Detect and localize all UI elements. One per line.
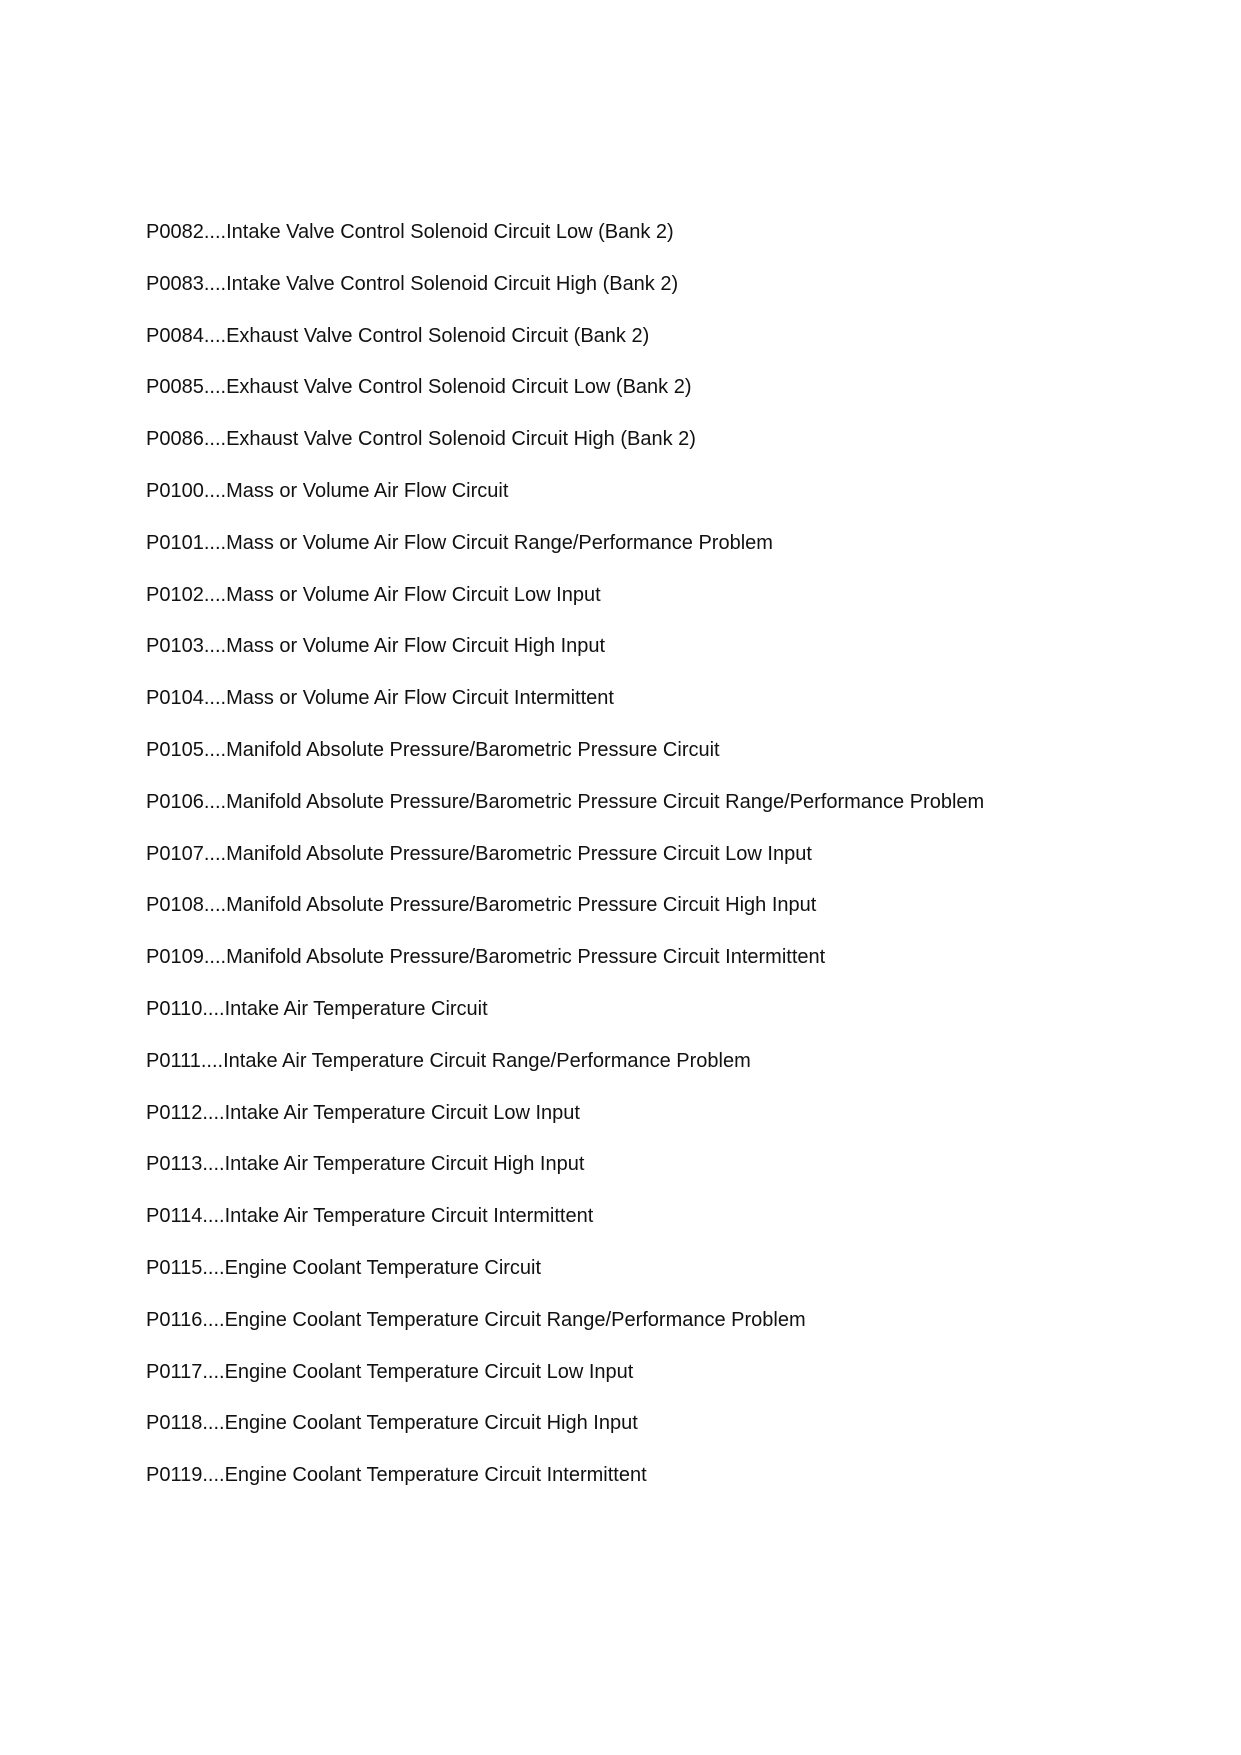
description: Manifold Absolute Pressure/Barometric Pressure Circuit <box>226 738 720 761</box>
separator: .... <box>203 324 227 347</box>
separator: .... <box>203 842 227 865</box>
code: P0101 <box>146 531 204 554</box>
list-item <box>146 736 984 788</box>
separator: .... <box>203 687 227 710</box>
description: Engine Coolant Temperature Circuit <box>224 1256 542 1279</box>
list-item <box>146 788 984 840</box>
description: Engine Coolant Temperature Circuit Intermittent <box>224 1464 647 1487</box>
separator: .... <box>203 790 227 813</box>
description: Engine Coolant Temperature Circuit Low Input <box>224 1360 634 1383</box>
list-item <box>146 1358 984 1410</box>
description: Intake Air Temperature Circuit Intermittent <box>224 1205 594 1228</box>
separator: .... <box>202 1464 225 1487</box>
description: Exhaust Valve Control Solenoid Circuit High (Bank 2) <box>226 428 696 451</box>
code: P0109 <box>146 946 204 969</box>
list-item <box>146 1409 984 1461</box>
separator: .... <box>203 738 227 761</box>
list-item <box>146 632 984 684</box>
code: P0103 <box>146 635 204 658</box>
description: Mass or Volume Air Flow Circuit Low Input <box>226 583 601 606</box>
list-item <box>146 218 984 270</box>
description: Intake Valve Control Solenoid Circuit Low (Bank 2) <box>226 221 674 243</box>
code: P0105 <box>146 738 204 761</box>
list-item <box>146 581 984 633</box>
separator: .... <box>200 1049 224 1072</box>
list-item <box>146 270 984 322</box>
description: Intake Valve Control Solenoid Circuit High (Bank 2) <box>226 272 679 295</box>
list-item <box>146 373 984 425</box>
list-item <box>146 1202 984 1254</box>
list-item <box>146 891 984 943</box>
code: P0086 <box>146 428 204 451</box>
separator: .... <box>203 272 227 295</box>
trouble-code-list <box>146 218 984 1513</box>
code: P0106 <box>146 790 204 813</box>
code: P0084 <box>146 324 204 347</box>
description: Manifold Absolute Pressure/Barometric Pressure Circuit High Input <box>226 894 817 917</box>
code: P0119 <box>146 1464 203 1487</box>
list-item <box>146 1150 984 1202</box>
description: Mass or Volume Air Flow Circuit Intermittent <box>226 687 614 710</box>
list-item <box>146 1047 984 1099</box>
list-item <box>146 995 984 1047</box>
list-item <box>146 477 984 529</box>
code: P0085 <box>146 376 204 399</box>
code: P0118 <box>146 1412 203 1435</box>
code: P0104 <box>146 687 204 710</box>
code: P0117 <box>146 1360 203 1383</box>
description: Intake Air Temperature Circuit Range/Performance Problem <box>223 1049 751 1072</box>
list-item <box>146 1306 984 1358</box>
separator: .... <box>203 428 227 451</box>
description: Mass or Volume Air Flow Circuit Range/Performance Problem <box>226 531 773 554</box>
description: Manifold Absolute Pressure/Barometric Pressure Circuit Intermittent <box>226 946 826 969</box>
separator: .... <box>203 531 227 554</box>
description: Manifold Absolute Pressure/Barometric Pressure Circuit Low Input <box>226 842 812 865</box>
list-item <box>146 1099 984 1151</box>
separator: .... <box>202 1360 225 1383</box>
description: Intake Air Temperature Circuit Low Input <box>224 1101 580 1124</box>
list-item <box>146 1254 984 1306</box>
code: P0107 <box>146 842 204 865</box>
separator: .... <box>202 1256 225 1279</box>
separator: .... <box>203 583 227 606</box>
description: Exhaust Valve Control Solenoid Circuit Low (Bank 2) <box>226 376 692 399</box>
list-item <box>146 1461 984 1513</box>
separator: .... <box>202 1153 225 1176</box>
separator: .... <box>202 1412 225 1435</box>
description: Mass or Volume Air Flow Circuit High Input <box>226 635 606 658</box>
description: Exhaust Valve Control Solenoid Circuit (Bank 2) <box>226 324 650 347</box>
code: P0112 <box>146 1101 203 1124</box>
code: P0116 <box>146 1308 203 1331</box>
separator: .... <box>203 635 227 658</box>
separator: .... <box>203 946 227 969</box>
code: P0110 <box>146 997 203 1020</box>
description: Mass or Volume Air Flow Circuit <box>226 479 509 502</box>
separator: .... <box>203 376 227 399</box>
list-item <box>146 529 984 581</box>
description: Engine Coolant Temperature Circuit High Input <box>224 1412 638 1435</box>
list-item <box>146 943 984 995</box>
description: Engine Coolant Temperature Circuit Range/Performance Problem <box>224 1308 806 1331</box>
code: P0102 <box>146 583 204 606</box>
description: Intake Air Temperature Circuit High Input <box>224 1153 585 1176</box>
separator: .... <box>202 997 225 1020</box>
code: P0082 <box>146 221 204 243</box>
code: P0113 <box>146 1153 203 1176</box>
list-item <box>146 425 984 477</box>
list-item <box>146 322 984 374</box>
code: P0108 <box>146 894 204 917</box>
code: P0114 <box>146 1205 203 1228</box>
separator: .... <box>202 1205 225 1228</box>
separator: .... <box>202 1101 225 1124</box>
code: P0100 <box>146 479 204 502</box>
code: P0115 <box>146 1256 203 1279</box>
description: Manifold Absolute Pressure/Barometric Pressure Circuit Range/Performance Problem <box>226 790 985 813</box>
separator: .... <box>202 1308 225 1331</box>
code: P0083 <box>146 272 204 295</box>
list-item <box>146 840 984 892</box>
list-item <box>146 684 984 736</box>
separator: .... <box>203 221 227 243</box>
separator: .... <box>203 894 227 917</box>
description: Intake Air Temperature Circuit <box>224 997 488 1020</box>
separator: .... <box>203 479 227 502</box>
code: P0111 <box>146 1049 201 1072</box>
